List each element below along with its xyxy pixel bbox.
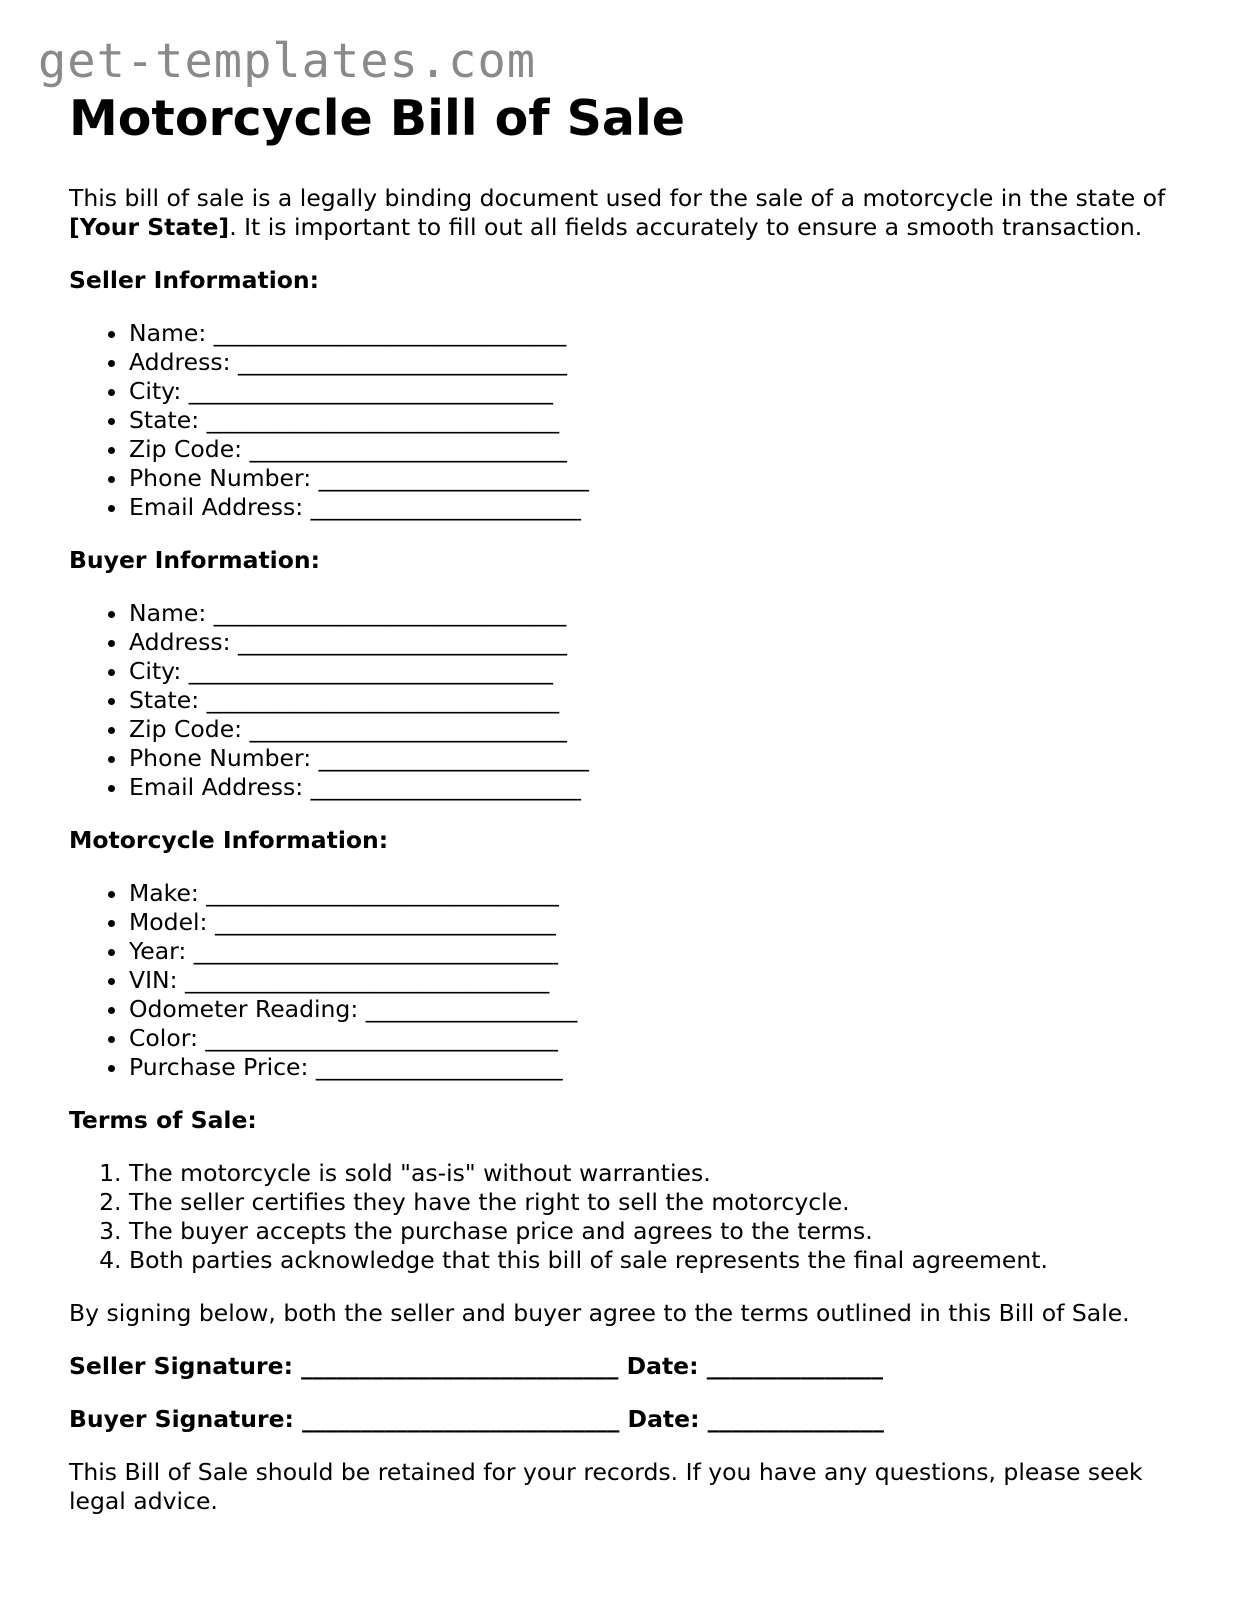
- buyer-state-field[interactable]: • State: ______________________________: [129, 686, 1189, 715]
- buyer-address-field[interactable]: • Address: ____________________________: [129, 628, 1189, 657]
- make-field[interactable]: • Make: ______________________________: [129, 879, 1189, 908]
- document-title: Motorcycle Bill of Sale: [69, 90, 686, 147]
- vin-field[interactable]: • VIN: _______________________________: [129, 966, 1189, 995]
- term-item: 3. The buyer accepts the purchase price and agrees to the terms.: [129, 1217, 1189, 1246]
- seller-signature-line[interactable]: Seller Signature: ___________________________ Date: _______________: [69, 1352, 883, 1380]
- color-field[interactable]: • Color: ______________________________: [129, 1024, 1189, 1053]
- buyer-heading: Buyer Information:: [69, 546, 321, 574]
- buyer-zip-field[interactable]: • Zip Code: ___________________________: [129, 715, 1189, 744]
- seller-email-field[interactable]: • Email Address: _______________________: [129, 493, 1189, 522]
- seller-heading: Seller Information:: [69, 266, 320, 294]
- seller-name-field[interactable]: • Name: ______________________________: [129, 319, 1189, 348]
- intro-paragraph: [69, 184, 1189, 242]
- terms-list: [69, 1159, 1189, 1275]
- term-item: 2. The seller certifies they have the right to sell the motorcycle.: [129, 1188, 1189, 1217]
- seller-fields: [69, 319, 1189, 522]
- motorcycle-fields: [69, 879, 1189, 1082]
- state-placeholder: [Your State]: [69, 213, 230, 241]
- buyer-city-field[interactable]: • City: _______________________________: [129, 657, 1189, 686]
- agreement-statement: By signing below, both the seller and buyer agree to the terms outlined in this Bill of Sale.: [69, 1299, 1130, 1327]
- odometer-field[interactable]: • Odometer Reading: __________________: [129, 995, 1189, 1024]
- term-item: 4. Both parties acknowledge that this bill of sale represents the final agreement.: [129, 1246, 1189, 1275]
- intro-text-end: . It is important to fill out all fields accurately to ensure a smooth transaction.: [229, 213, 1143, 241]
- motorcycle-heading: Motorcycle Information:: [69, 826, 389, 854]
- intro-text-start: This bill of sale is a legally binding document used for the sale of a motorcycle in the state of: [69, 184, 1166, 212]
- seller-zip-field[interactable]: • Zip Code: ___________________________: [129, 435, 1189, 464]
- term-item: 1. The motorcycle is sold "as-is" without warranties.: [129, 1159, 1189, 1188]
- model-field[interactable]: • Model: _____________________________: [129, 908, 1189, 937]
- seller-city-field[interactable]: • City: _______________________________: [129, 377, 1189, 406]
- buyer-phone-field[interactable]: • Phone Number: _______________________: [129, 744, 1189, 773]
- purchase-price-field[interactable]: • Purchase Price: _____________________: [129, 1053, 1189, 1082]
- buyer-signature-line[interactable]: Buyer Signature: ___________________________ Date: _______________: [69, 1405, 884, 1433]
- closing-note: This Bill of Sale should be retained for your records. If you have any questions, please seek legal advice.: [69, 1458, 1143, 1515]
- document-page: [69, 88, 1189, 1516]
- buyer-fields: [69, 599, 1189, 802]
- buyer-name-field[interactable]: • Name: ______________________________: [129, 599, 1189, 628]
- seller-phone-field[interactable]: • Phone Number: _______________________: [129, 464, 1189, 493]
- terms-heading: Terms of Sale:: [69, 1106, 257, 1134]
- watermark: get-templates.com: [38, 34, 537, 89]
- seller-address-field[interactable]: • Address: ____________________________: [129, 348, 1189, 377]
- year-field[interactable]: • Year: _______________________________: [129, 937, 1189, 966]
- seller-state-field[interactable]: • State: ______________________________: [129, 406, 1189, 435]
- buyer-email-field[interactable]: • Email Address: _______________________: [129, 773, 1189, 802]
